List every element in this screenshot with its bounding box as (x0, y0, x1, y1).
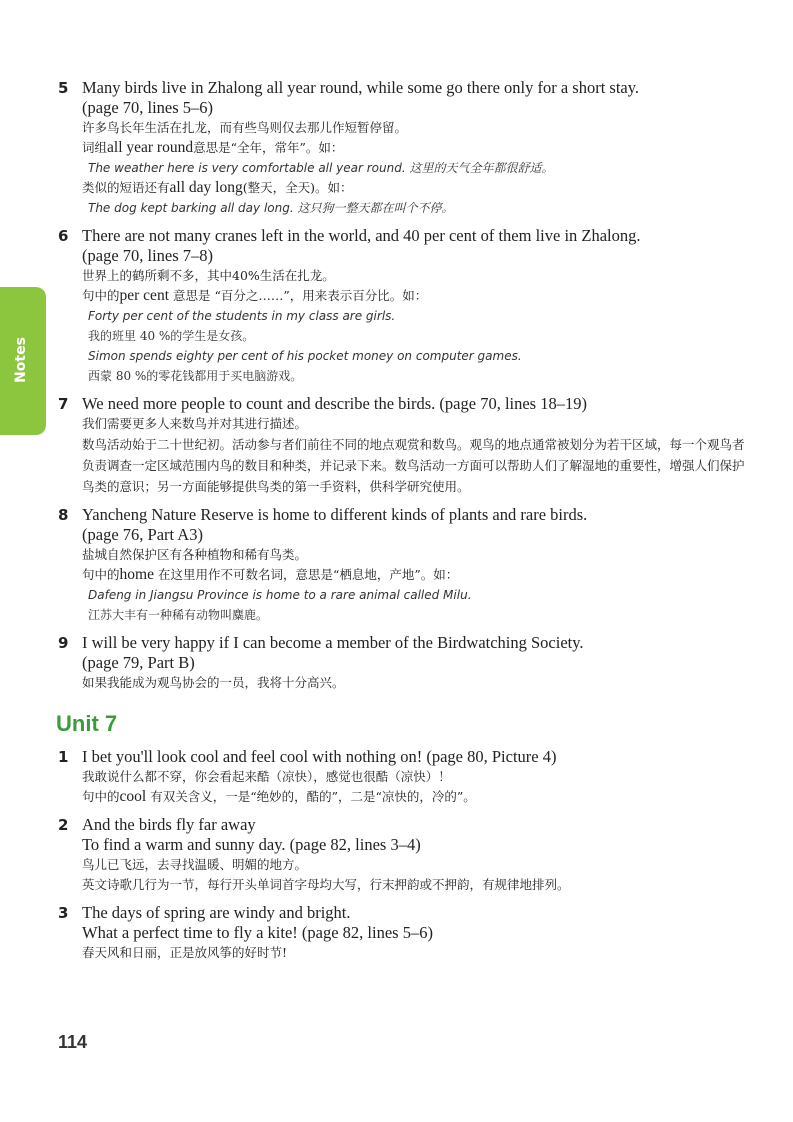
page-number: 114 (58, 1032, 88, 1052)
note-explanation: 英文诗歌几行为一节，每行开头单词首字母均大写，行末押韵或不押韵，有规律地排列。 (82, 877, 570, 892)
note-translation: 如果我能成为观鸟协会的一员，我将十分高兴。 (82, 675, 345, 690)
note-explanation: 类似的短语还有all day long(整天，全天)。如： (82, 179, 353, 196)
note-sentence: What a perfect time to fly a kite! (page 82, lines 5–6) (82, 923, 433, 942)
note-translation: 盐城自然保护区有各种植物和稀有鸟类。 (82, 547, 308, 562)
note-7 (58, 394, 748, 497)
note-number: 7 (58, 395, 69, 413)
unit-heading: Unit 7 (56, 711, 118, 736)
note-translation: 我们需要更多人来数鸟并对其进行描述。 (82, 416, 308, 431)
notes-content (58, 78, 748, 971)
unit-note-3 (58, 903, 748, 963)
note-sentence: I bet you'll look cool and feel cool with nothing on! (page 80, Picture 4) (82, 747, 557, 766)
note-sentence: The days of spring are windy and bright. (82, 903, 351, 922)
note-explanation: 句中的cool 有双关含义，一是“绝妙的，酷的”，二是“凉快的，冷的”。 (82, 788, 476, 805)
note-number: 3 (58, 904, 69, 922)
note-number: 6 (58, 227, 69, 245)
note-translation: 世界上的鹤所剩不多，其中40%生活在扎龙。 (82, 268, 335, 283)
side-tab-label: Notes (13, 337, 29, 383)
note-translation: 许多鸟长年生活在扎龙，而有些鸟则仅去那儿作短暂停留。 (82, 120, 408, 135)
note-sentence: I will be very happy if I can become a member of the Birdwatching Society. (82, 633, 584, 652)
example-translation: 我的班里 40 %的学生是女孩。 (88, 329, 255, 343)
note-explanation: 数鸟活动始于二十世纪初。活动参与者们前往不同的地点观赏和数鸟。观鸟的地点通常被划分为若干区域，每一个观鸟者负责调查一定区域范围内鸟的数目和种类，并记录下来。数鸟活动一方面可以帮助人们了解湿地的重要性，增强人们保护鸟类的意识；另一方面能够提供鸟类的第一手资料，供科学研究使用。 (82, 437, 745, 494)
example-translation: 西蒙 80 %的零花钱都用于买电脑游戏。 (88, 369, 303, 383)
example-translation: 江苏大丰有一种稀有动物叫麋鹿。 (88, 608, 269, 622)
note-sentence: We need more people to count and describe the birds. (page 70, lines 18–19) (82, 394, 587, 413)
note-explanation: 词组all year round意思是“全年，常年”。如： (82, 139, 344, 156)
example-sentence: Forty per cent of the students in my class are girls. (88, 309, 396, 323)
note-number: 9 (58, 634, 69, 652)
note-sentence: To find a warm and sunny day. (page 82, lines 3–4) (82, 835, 421, 854)
note-reference: (page 70, lines 5–6) (82, 98, 214, 117)
note-reference: (page 70, lines 7–8) (82, 246, 214, 265)
unit-note-1 (58, 747, 748, 807)
note-number: 5 (58, 79, 69, 97)
note-number: 2 (58, 816, 69, 834)
note-sentence: And the birds fly far away (82, 815, 256, 834)
note-reference: (page 79, Part B) (82, 653, 195, 672)
note-translation: 鸟儿已飞远，去寻找温暖、明媚的地方。 (82, 857, 308, 872)
note-translation: 我敢说什么都不穿，你会看起来酷（凉快），感觉也很酷（凉快）！ (82, 769, 451, 784)
note-number: 1 (58, 748, 69, 766)
note-sentence: There are not many cranes left in the world, and 40 per cent of them live in Zhalong. (82, 226, 641, 245)
note-explanation: 句中的home 在这里用作不可数名词，意思是“栖息地，产地”。如： (82, 566, 459, 583)
note-sentence: Many birds live in Zhalong all year round, while some go there only for a short stay. (82, 78, 640, 97)
note-6 (58, 226, 748, 386)
note-translation: 春天风和日丽，正是放风筝的好时节! (82, 945, 288, 960)
unit-note-2 (58, 815, 748, 895)
note-sentence: Yancheng Nature Reserve is home to different kinds of plants and rare birds. (82, 505, 588, 524)
example-sentence: Simon spends eighty per cent of his pocket money on computer games. (88, 349, 522, 363)
note-number: 8 (58, 506, 69, 524)
note-reference: (page 76, Part A3) (82, 525, 203, 544)
note-9 (58, 633, 748, 693)
note-8 (58, 505, 748, 625)
note-5 (58, 78, 748, 218)
example-sentence: The weather here is very comfortable all year round. 这里的天气全年都很舒适。 (88, 161, 554, 175)
example-sentence: The dog kept barking all day long. 这只狗一整天都在叫个不停。 (88, 201, 454, 215)
example-sentence: Dafeng in Jiangsu Province is home to a rare animal called Milu. (88, 588, 472, 602)
note-explanation: 句中的per cent 意思是 “百分之……”，用来表示百分比。如： (82, 287, 428, 304)
